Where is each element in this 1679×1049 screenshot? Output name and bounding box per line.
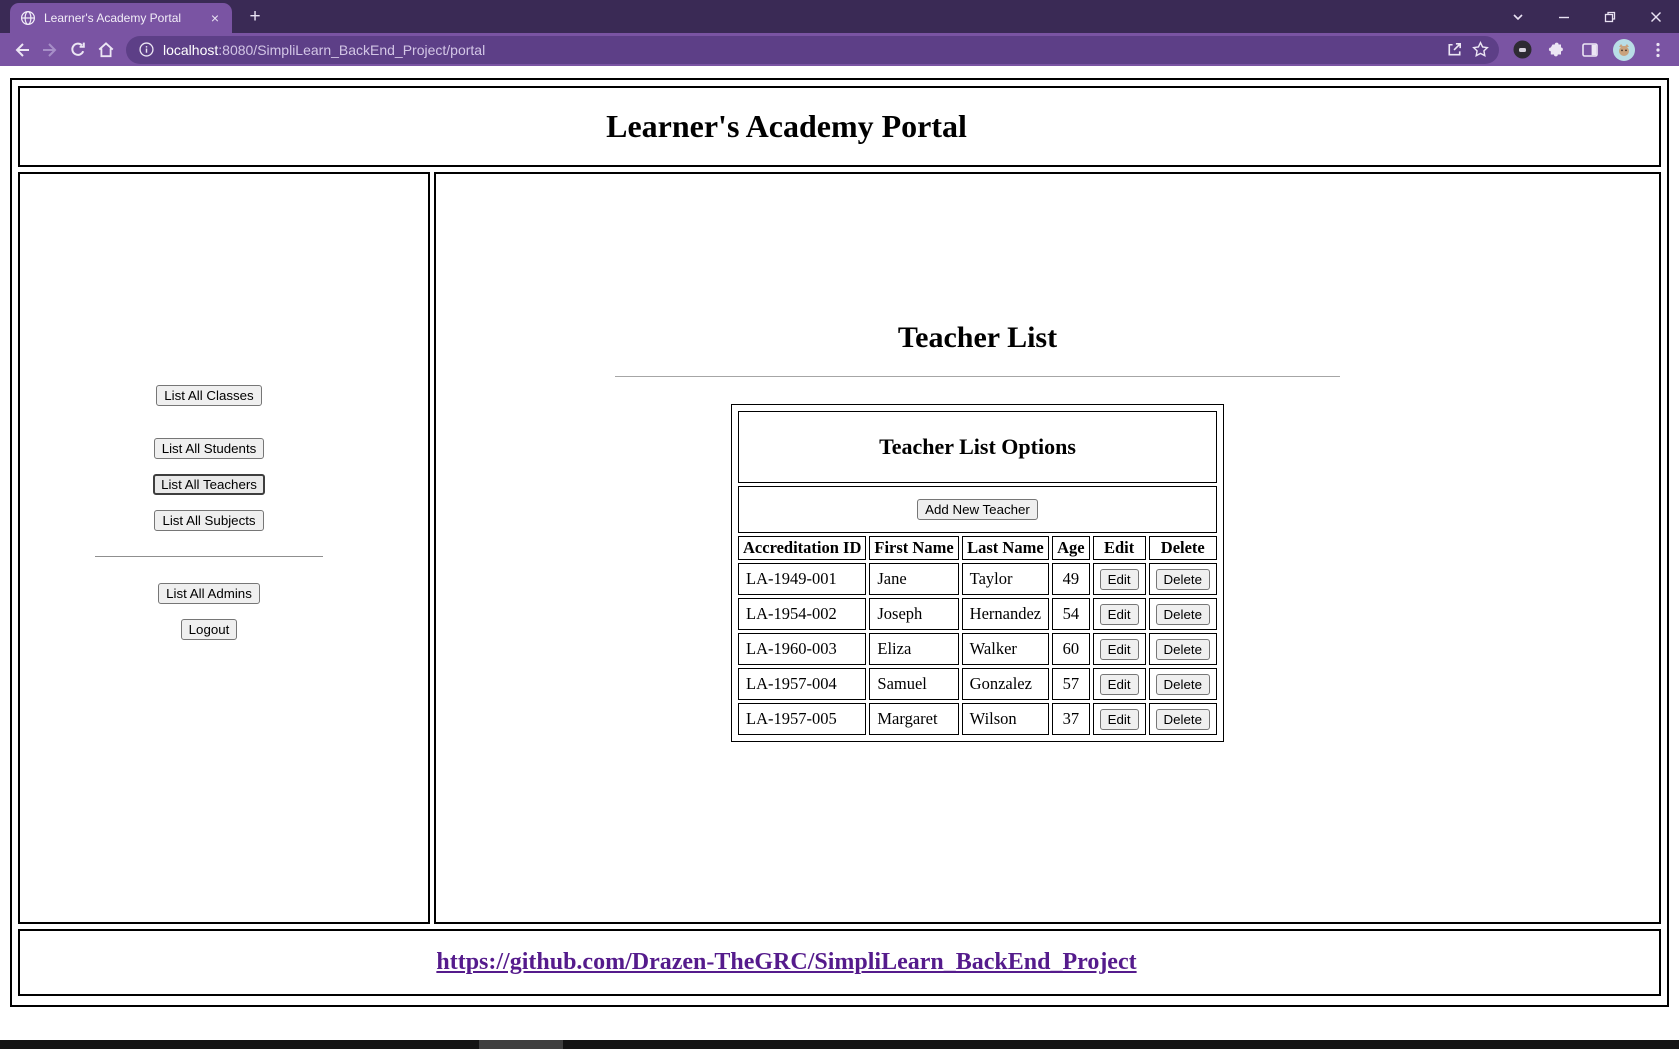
extension-icon[interactable] [1509,37,1535,63]
teacher-table [735,408,1220,738]
last-name-cell: Hernandez [962,598,1049,630]
portal-footer [18,929,1661,996]
table-header-row [738,536,1217,560]
delete-button[interactable]: Delete [1156,709,1210,730]
teacher-options-title: Teacher List Options [738,411,1217,483]
delete-button[interactable]: Delete [1156,674,1210,695]
portal-frame [10,78,1669,1007]
age-cell: 54 [1052,598,1090,630]
sidebar [18,172,430,924]
accreditation-id-cell: LA-1954-002 [738,598,866,630]
tab-title: Learner's Academy Portal [44,11,182,25]
list-all-subjects-button[interactable]: List All Subjects [154,510,263,531]
side-panel-icon[interactable] [1577,37,1603,63]
add-new-teacher-button[interactable]: Add New Teacher [917,499,1038,520]
add-teacher-cell [738,486,1217,533]
accreditation-id-cell: LA-1960-003 [738,633,866,665]
age-cell: 60 [1052,633,1090,665]
back-button[interactable] [8,36,36,64]
age-cell: 57 [1052,668,1090,700]
table-row [738,633,1217,665]
first-name-cell: Samuel [869,668,958,700]
list-all-students-button[interactable]: List All Students [154,438,265,459]
delete-button[interactable]: Delete [1156,639,1210,660]
edit-button[interactable]: Edit [1100,709,1139,730]
globe-favicon-icon [20,10,36,26]
url-host: localhost [163,41,219,58]
first-name-cell: Jane [869,563,958,595]
close-window-button[interactable] [1633,0,1679,33]
browser-tab[interactable] [10,3,232,33]
last-name-cell: Wilson [962,703,1049,735]
col-last-name: Last Name [962,536,1049,560]
teacher-list-heading: Teacher List [897,321,1058,354]
last-name-cell: Gonzalez [962,668,1049,700]
edit-button[interactable]: Edit [1100,569,1139,590]
age-cell: 37 [1052,703,1090,735]
first-name-cell: Joseph [869,598,958,630]
col-age: Age [1052,536,1090,560]
table-row [738,703,1217,735]
main-content [434,172,1661,924]
col-first-name: First Name [869,536,958,560]
delete-button[interactable]: Delete [1156,604,1210,625]
home-button[interactable] [92,36,120,64]
forward-button[interactable] [36,36,64,64]
reload-button[interactable] [64,36,92,64]
table-row [738,668,1217,700]
first-name-cell: Eliza [869,633,958,665]
col-edit: Edit [1093,536,1146,560]
list-all-classes-button[interactable]: List All Classes [156,385,261,406]
age-cell: 49 [1052,563,1090,595]
site-info-icon[interactable] [138,41,155,58]
edit-button[interactable]: Edit [1100,604,1139,625]
list-all-teachers-button[interactable]: List All Teachers [153,474,265,495]
taskbar-edge [0,1040,1679,1049]
url-path: :8080/SimpliLearn_BackEnd_Project/portal [218,41,486,58]
browser-toolbar [0,33,1679,66]
page-title: Learner's Academy Portal [606,108,967,144]
extensions-puzzle-icon[interactable] [1543,37,1569,63]
github-link[interactable]: https://github.com/Drazen-TheGRC/SimpliLearn_BackEnd_Project [436,949,1137,975]
table-row [738,598,1217,630]
last-name-cell: Taylor [962,563,1049,595]
address-bar[interactable] [126,36,1499,64]
toolbar-extensions-area [1509,37,1671,63]
first-name-cell: Margaret [869,703,958,735]
browser-menu-icon[interactable] [1645,37,1671,63]
edit-button[interactable]: Edit [1100,674,1139,695]
chevron-down-icon[interactable] [1495,0,1541,33]
profile-avatar[interactable] [1611,37,1637,63]
col-accreditation-id: Accreditation ID [738,536,866,560]
restore-button[interactable] [1587,0,1633,33]
heading-divider [615,376,1340,377]
list-all-admins-button[interactable]: List All Admins [158,583,260,604]
taskbar-segment [479,1040,563,1049]
new-tab-button[interactable]: + [249,6,261,27]
table-row [738,563,1217,595]
tab-close-icon[interactable]: × [210,10,220,26]
sidebar-divider [95,556,323,557]
minimize-button[interactable] [1541,0,1587,33]
teacher-options-box [731,404,1224,742]
edit-button[interactable]: Edit [1100,639,1139,660]
browser-titlebar [0,0,1679,33]
delete-button[interactable]: Delete [1156,569,1210,590]
last-name-cell: Walker [962,633,1049,665]
accreditation-id-cell: LA-1949-001 [738,563,866,595]
page-viewport [0,66,1679,1040]
share-icon[interactable] [1441,37,1467,63]
window-controls [1495,0,1679,33]
logout-button[interactable]: Logout [181,619,238,640]
url-text[interactable] [163,42,1441,58]
accreditation-id-cell: LA-1957-004 [738,668,866,700]
accreditation-id-cell: LA-1957-005 [738,703,866,735]
portal-header [18,86,1661,167]
col-delete: Delete [1149,536,1217,560]
bookmark-star-icon[interactable] [1467,37,1493,63]
